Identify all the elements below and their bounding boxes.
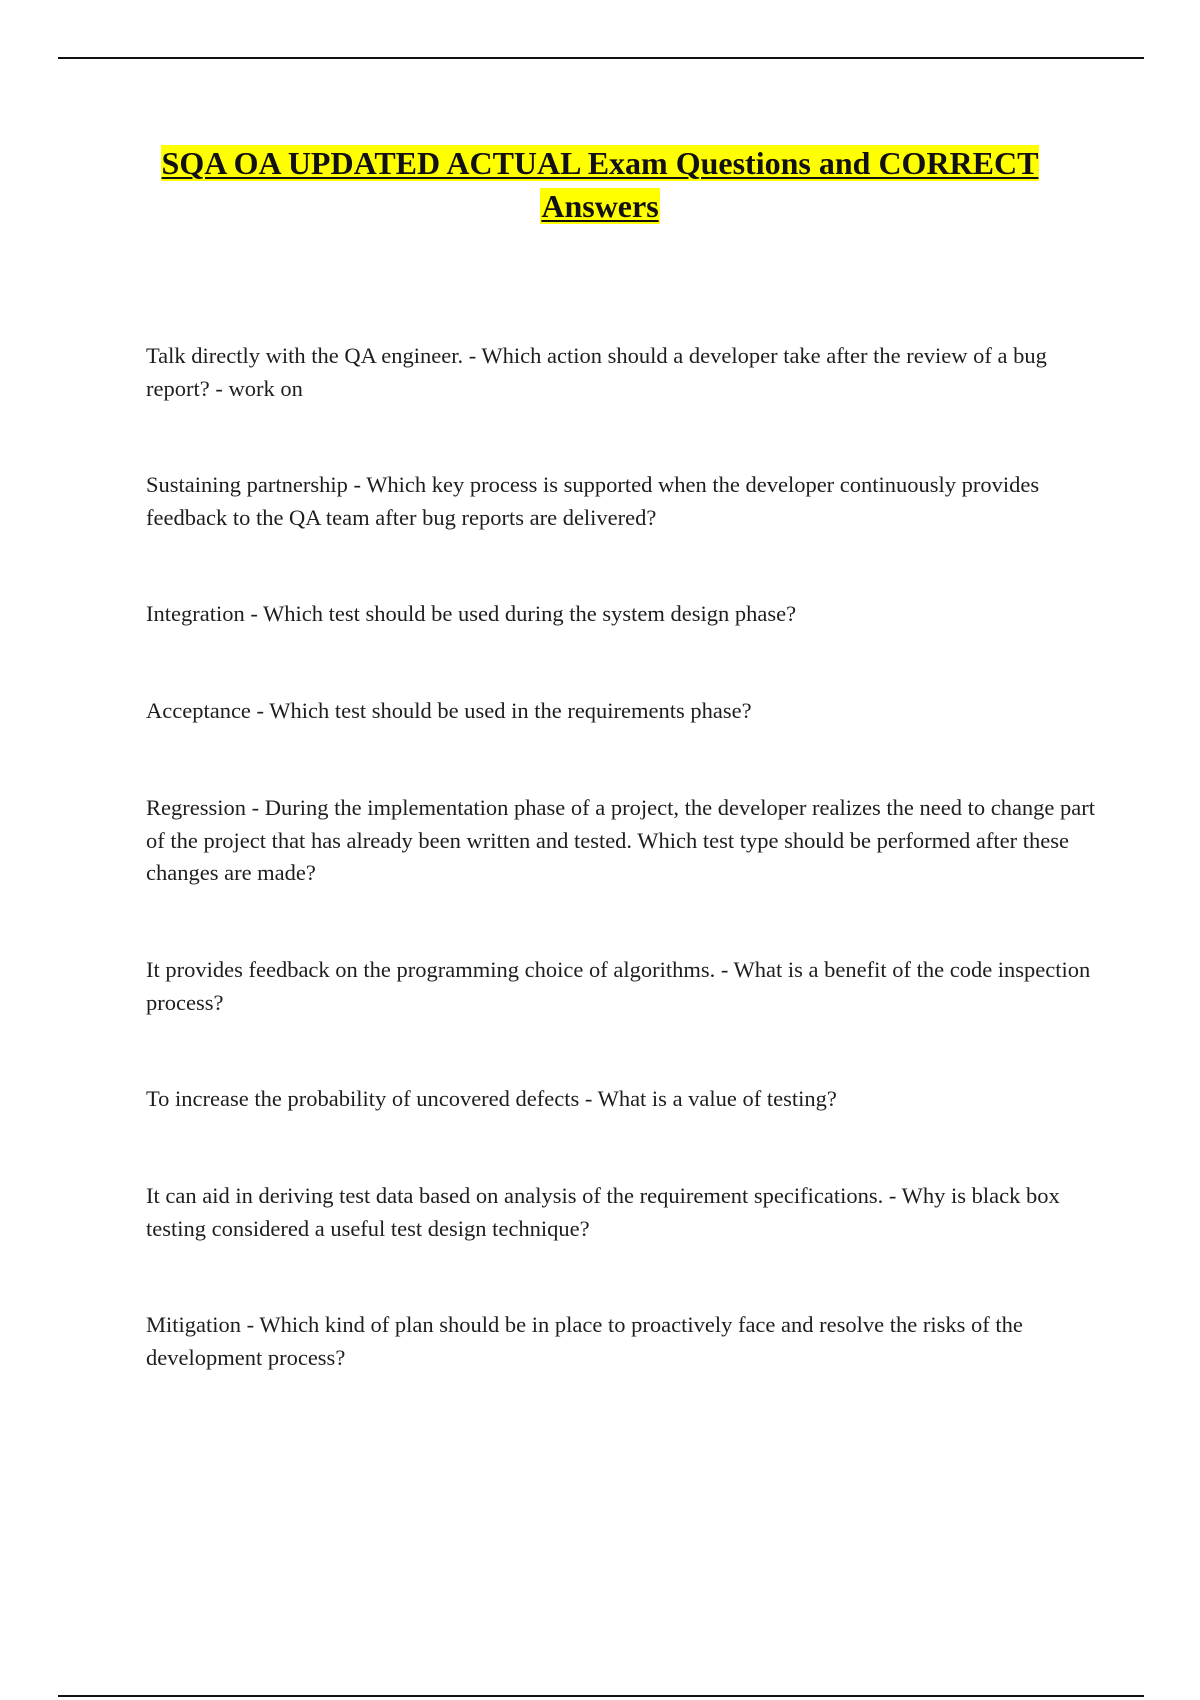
qa-entry-3: Integration - Which test should be used during the system design phase?: [146, 601, 797, 626]
qa-entry-4: Acceptance - Which test should be used in the requirements phase?: [146, 698, 752, 723]
footer-rule: [58, 1695, 1144, 1697]
qa-entry-1: Talk directly with the QA engineer. - Which action should a developer take after the review of a bug report? - work on: [146, 343, 1047, 401]
qa-entry-8: It can aid in deriving test data based on analysis of the requirement specifications. - Why is black box testing considered a useful test design technique?: [146, 1183, 1060, 1241]
header-rule: [58, 57, 1144, 59]
qa-entry-2: Sustaining partnership - Which key process is supported when the developer continuously provides feedback to the QA team after bug reports are delivered?: [146, 472, 1040, 530]
qa-entry-5: Regression - During the implementation phase of a project, the developer realizes the need to change part of the project that has already been written and tested. Which test type should be performed after these changes are made?: [146, 795, 1096, 885]
qa-entry-7: To increase the probability of uncovered defects - What is a value of testing?: [146, 1086, 837, 1111]
document-title: [120, 142, 1080, 228]
qa-entry-9: Mitigation - Which kind of plan should be in place to proactively face and resolve the risks of the development process?: [146, 1312, 1023, 1370]
qa-entry-6: It provides feedback on the programming choice of algorithms. - What is a benefit of the code inspection process?: [146, 957, 1091, 1015]
document-title-highlight: SQA OA UPDATED ACTUAL Exam Questions and CORRECT Answers: [161, 145, 1039, 224]
